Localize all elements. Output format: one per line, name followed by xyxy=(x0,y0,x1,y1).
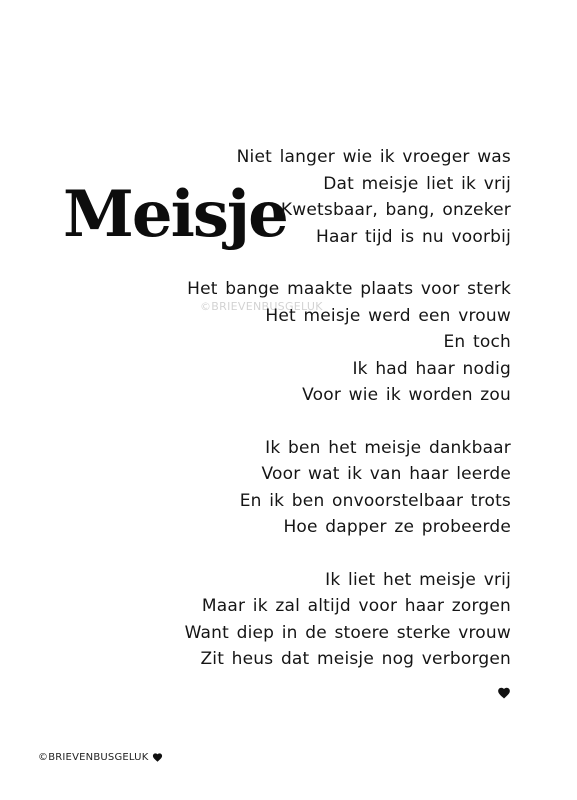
poem-line: Voor wat ik van haar leerde xyxy=(261,464,511,484)
stanza-3 xyxy=(91,435,511,541)
footer-brand-text: ©BRIEVENBUSGELUK xyxy=(38,752,149,763)
stanza-4 xyxy=(91,567,511,673)
watermark: ©BRIEVENBUSGELUK xyxy=(200,300,323,313)
poem-line: Ik had haar nodig xyxy=(352,358,511,379)
footer-brand xyxy=(38,752,163,763)
poem-line: Want diep in de stoere sterke vrouw xyxy=(184,622,511,643)
poem-line: Ik liet het meisje vrij xyxy=(325,569,511,590)
stanza-2 xyxy=(91,276,511,409)
poem-line: Kwetsbaar, bang, onzeker xyxy=(280,200,511,220)
heart-icon xyxy=(497,686,511,700)
poem-line: Maar ik zal altijd voor haar zorgen xyxy=(201,596,511,616)
poem-line: Haar tijd is nu voorbij xyxy=(316,226,511,247)
poem-line: En ik ben onvoorstelbaar trots xyxy=(239,490,511,511)
poem-line: Het bange maakte plaats voor sterk xyxy=(187,279,511,299)
poem-line: Voor wie ik worden zou xyxy=(302,385,511,405)
heart-icon xyxy=(152,752,163,763)
poem-line: Hoe dapper ze probeerde xyxy=(283,517,511,537)
poem-title: Meisje xyxy=(63,177,287,252)
poem-body xyxy=(91,144,511,699)
poem-line: Zit heus dat meisje nog verborgen xyxy=(200,649,511,669)
poem-line: En toch xyxy=(443,332,511,352)
poem-line: Ik ben het meisje dankbaar xyxy=(265,437,511,458)
poem-line: Het meisje werd een vrouw xyxy=(265,305,511,326)
poem-line: Dat meisje liet ik vrij xyxy=(323,173,511,194)
poem-line: Niet langer wie ik vroeger was xyxy=(236,147,511,167)
stanza-1 xyxy=(91,144,511,250)
